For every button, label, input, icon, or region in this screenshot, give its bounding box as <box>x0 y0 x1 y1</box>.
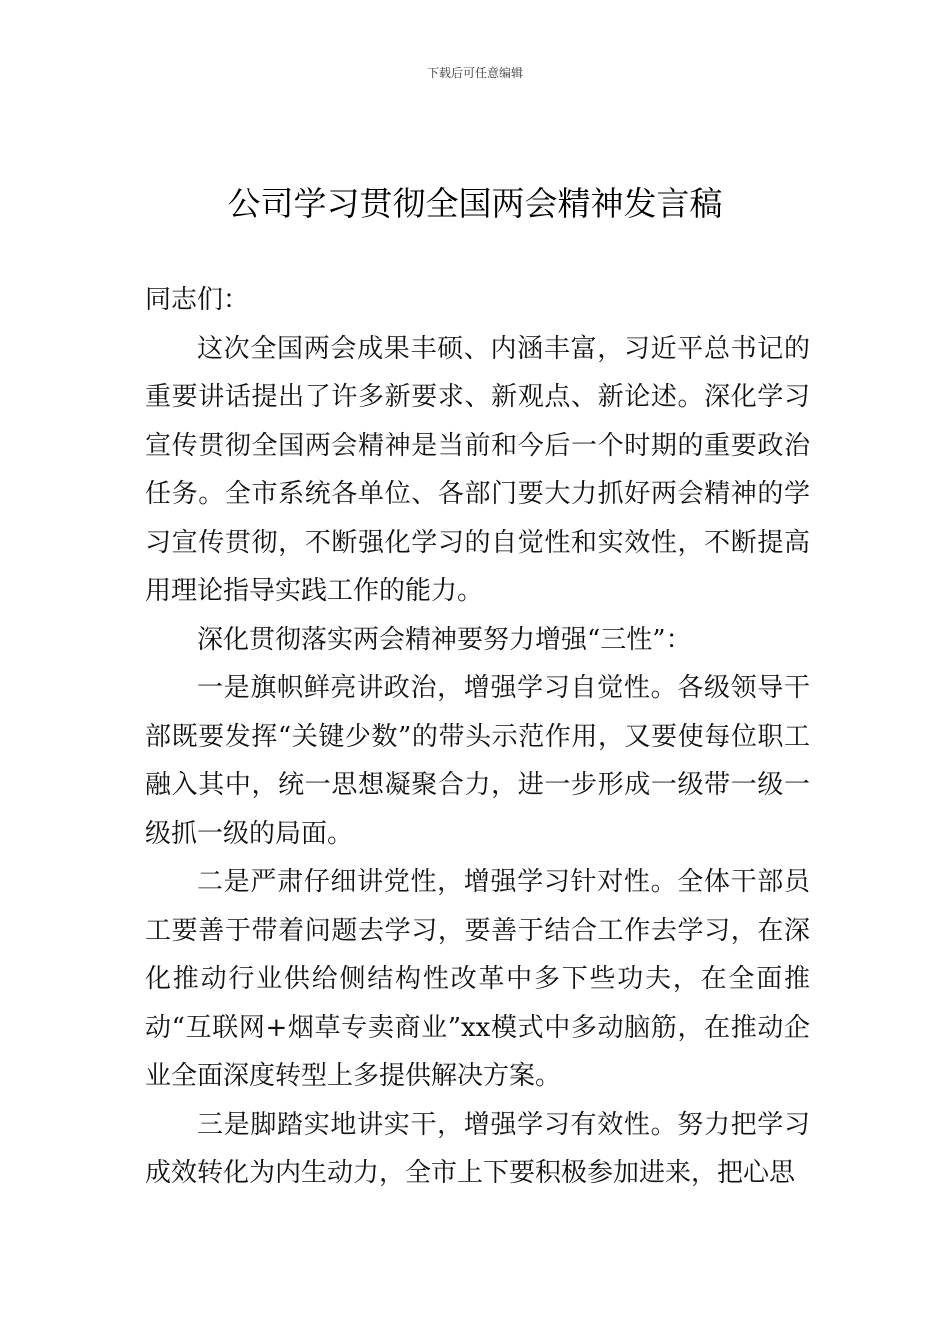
paragraph: 二是严肃仔细讲党性，增强学习针对性。全体干部员工要善于带着问题去学习，要善于结合工作去学习，在深化推动行业供给侧结构性改革中多下些功夫，在全面推动“互联网+烟草专卖商业”xx模式中多动脑筋，在推动企业全面深度转型上多提供解决方案。 <box>145 867 810 1091</box>
salutation: 同志们： <box>145 285 250 315</box>
paragraph: 这次全国两会成果丰硕、内涵丰富，习近平总书记的重要讲话提出了许多新要求、新观点、新论述。深化学习宣传贯彻全国两会精神是当前和今后一个时期的重要政治任务。全市系统各单位、各部门要大力抓好两会精神的学习宣传贯彻，不断强化学习的自觉性和实效性，不断提高用理论指导实践工作的能力。 <box>145 333 810 606</box>
header-note: 下载后可任意编辑 <box>426 66 523 80</box>
paragraph: 三是脚踏实地讲实干，增强学习有效性。努力把学习成效转化为内生动力，全市上下要积极参加进来，把心思 <box>145 1109 810 1188</box>
paragraph: 一是旗帜鲜亮讲政治，增强学习自觉性。各级领导干部既要发挥“关键少数”的带头示范作用，又要使每位职工融入其中，统一思想凝聚合力，进一步形成一级带一级一级抓一级的局面。 <box>145 673 810 849</box>
document-body <box>145 276 810 1198</box>
document-title: 公司学习贯彻全国两会精神发言稿 <box>227 184 723 223</box>
paragraph: 深化贯彻落实两会精神要努力增强“三性”： <box>197 624 692 655</box>
